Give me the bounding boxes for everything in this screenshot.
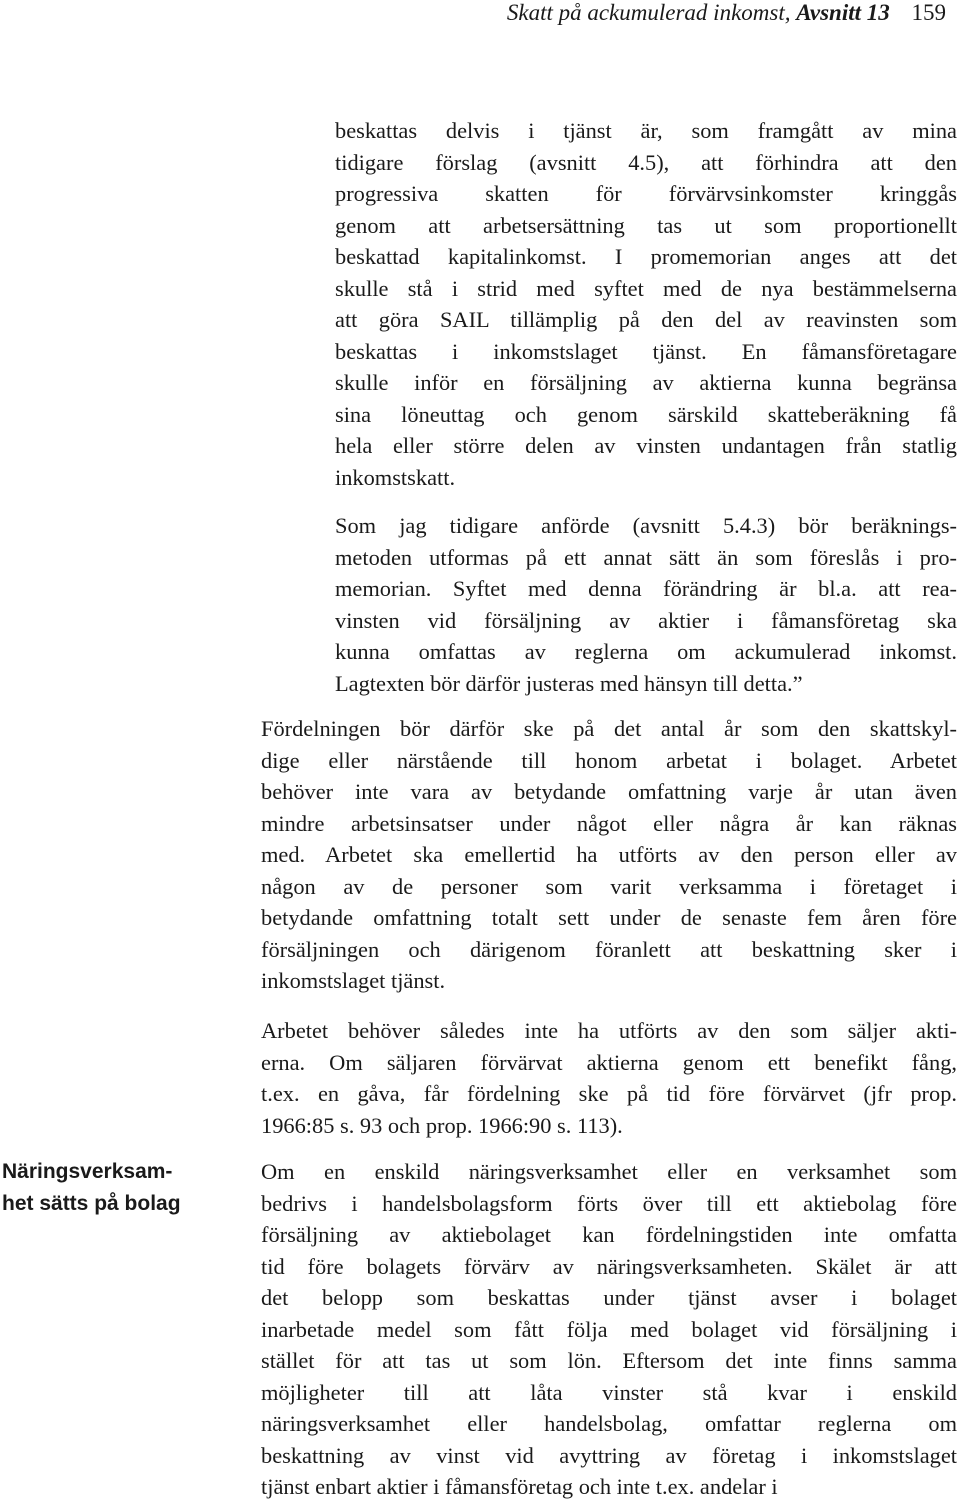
text-line: skulle stå i strid med syftet med de nya bestämmelserna [335, 275, 957, 301]
text-line: behöver inte vara av betydande omfattning varje år utan även [261, 779, 957, 804]
text-line: Fördelningen bör därför ske på det antal år som den skattskyl- [261, 716, 957, 741]
text-line: försäljning av aktiebolaget kan fördelningstiden inte omfatta [261, 1222, 957, 1247]
body-paragraph-1 [261, 713, 957, 997]
text-line: möjligheter till att låta vinster stå kvar i enskild [261, 1379, 957, 1405]
text-line: stället för att tas ut som lön. Eftersom det inte finns samma [261, 1348, 957, 1373]
text-line: tidigare förslag (avsnitt 4.5), att förhindra att den [335, 149, 957, 175]
text-line: hela eller större delen av vinsten undantagen från statlig [335, 433, 957, 458]
margin-heading [2, 1156, 234, 1220]
text-line: inkomstskatt. [335, 464, 456, 490]
text-line: näringsverksamhet eller handelsbolag, omfattar reglerna om [261, 1411, 957, 1436]
text-line: skulle inför en försäljning av aktierna kunna begränsa [335, 370, 957, 395]
text-line: Näringsverksam- [2, 1160, 173, 1183]
text-line: genom att arbetsersättning tas ut som proportionellt [335, 212, 957, 238]
text-line: 1966:85 s. 93 och prop. 1966:90 s. 113). [261, 1112, 623, 1138]
text-line: Arbetet behöver således inte ha utförts av den som säljer akti- [261, 1018, 957, 1043]
text-line: t.ex. en gåva, får fördelning ske på tid före förvärvet (jfr prop. [261, 1081, 957, 1106]
text-line: memorian. Syftet med denna förändring är bl.a. att rea- [335, 576, 957, 601]
text-line: försäljningen och därigenom föranlett att beskattning sker i [261, 936, 957, 962]
page-number: 159 [911, 0, 946, 25]
text-line: sina löneuttag och genom särskild skatteberäkning få [335, 401, 957, 427]
text-line: tid före bolagets förvärv av näringsverksamheten. Skälet är att [261, 1253, 957, 1279]
book-title: Skatt på ackumulerad inkomst, [506, 0, 791, 25]
text-line: bedrivs i handelsbolagsform förts över till ett aktiebolag före [261, 1190, 957, 1216]
text-line: beskattning av vinst vid avyttring av företag i inkomstslaget [261, 1442, 957, 1468]
text-line: beskattas delvis i tjänst är, som framgått av mina [335, 118, 957, 143]
text-line: det belopp som beskattas under tjänst avser i bolaget [261, 1285, 957, 1310]
text-line: tjänst enbart aktier i fåmansföretag och inte t.ex. andelar i [261, 1474, 778, 1499]
text-line: het sätts på bolag [2, 1192, 181, 1215]
text-line: att göra SAIL tillämplig på den del av reavinsten som [335, 307, 957, 332]
quote-paragraph-1 [335, 115, 957, 493]
body-paragraph-3 [261, 1156, 957, 1503]
text-line: Som jag tidigare anförde (avsnitt 5.4.3) bör beräknings- [335, 513, 957, 538]
text-line: med. Arbetet ska emellertid ha utförts av den person eller av [261, 842, 957, 867]
text-line: erna. Om säljaren förvärvat aktierna genom ett benefikt fång, [261, 1049, 957, 1075]
text-line: Lagtexten bör därför justeras med hänsyn till detta.” [335, 670, 803, 696]
body-paragraph-2 [261, 1015, 957, 1141]
text-line: beskattas i inkomstslaget tjänst. En fåmansföretagare [335, 338, 957, 364]
running-header [507, 0, 946, 40]
section-label: Avsnitt 13 [796, 0, 890, 25]
text-line: inkomstslaget tjänst. [261, 968, 446, 993]
text-line: någon av de personer som varit verksamma i företaget i [261, 873, 957, 899]
text-line: betydande omfattning totalt sett under de senaste fem åren före [261, 905, 957, 930]
text-line: vinsten vid försäljning av aktier i fåmansföretag ska [335, 607, 957, 633]
text-line: progressiva skatten för förvärvsinkomster kringgås [335, 181, 957, 206]
text-line: kunna omfattas av reglerna om ackumulerad inkomst. [335, 639, 957, 664]
quote-paragraph-2 [335, 510, 957, 699]
text-line: mindre arbetsinsatser under något eller några år kan räknas [261, 810, 957, 836]
text-line: metoden utformas på ett annat sätt än som föreslås i pro- [335, 544, 957, 570]
text-line: beskattad kapitalinkomst. I promemorian anges att det [335, 244, 957, 269]
text-line: Om en enskild näringsverksamhet eller en verksamhet som [261, 1159, 957, 1184]
text-line: dige eller närstående till honom arbetat i bolaget. Arbetet [261, 747, 957, 773]
text-line: inarbetade medel som fått följa med bolaget vid försäljning i [261, 1316, 957, 1342]
